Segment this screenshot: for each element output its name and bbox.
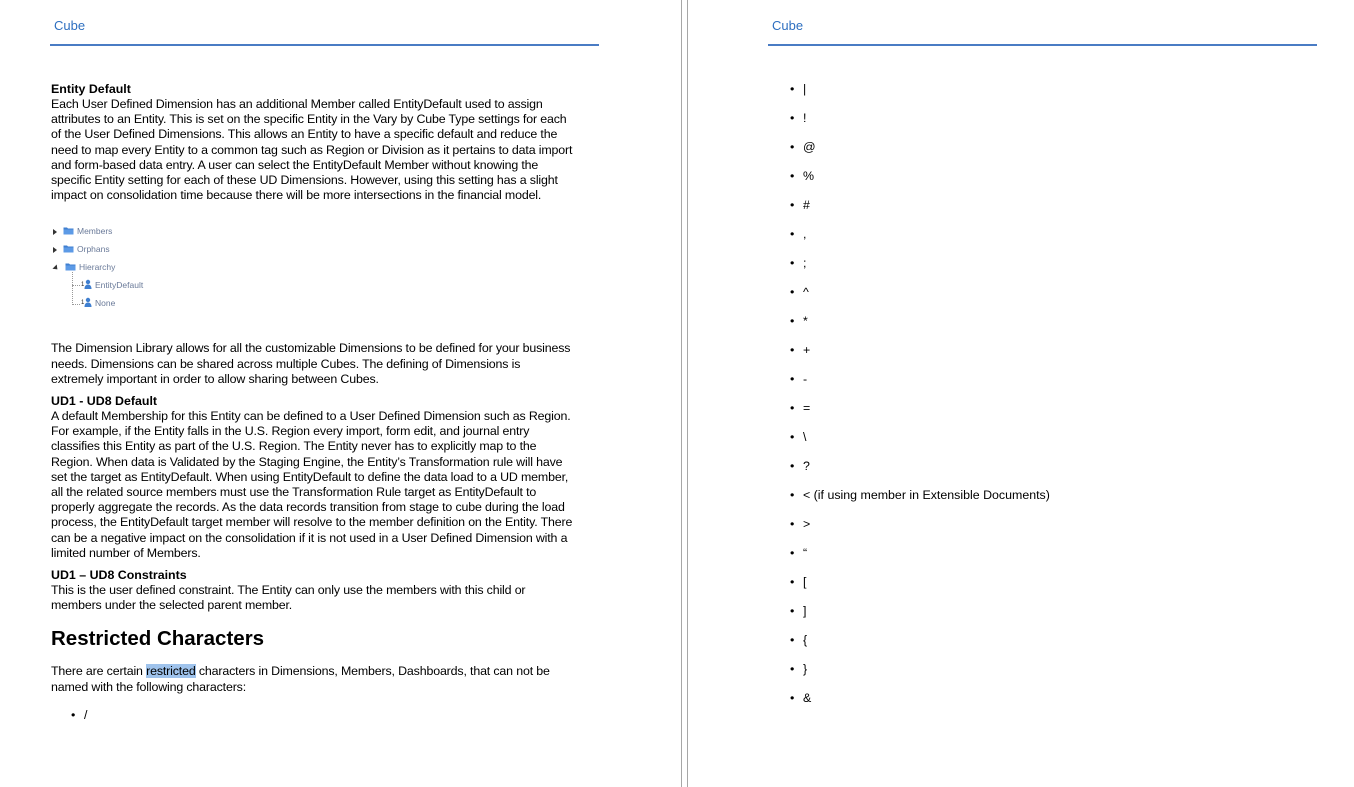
restricted-char: “ [803,546,808,560]
text-line: classifies this Entity as part of the U.S. Region. The Entity never has to explicitly map to the [51,439,537,454]
tree-node-entitydefault [81,276,143,294]
right-page [688,0,1354,787]
text-line: For example, if the Entity falls in the U.S. Region every import, form edit, and journal entry [51,424,530,439]
restricted-char-item [790,109,1050,138]
running-header: Cube [54,18,86,33]
bullet-icon: • [790,372,795,386]
bullet-icon: • [790,546,795,560]
restricted-char-item [790,283,1050,312]
ud-constraints-heading: UD1 – UD8 Constraints [51,568,187,583]
header-rule [768,44,1317,46]
text-line: properly aggregate the records. As the data records transition from stage to cube during the load [51,500,565,515]
tree-connector [72,272,73,305]
restricted-char: ! [803,111,807,125]
restricted-char: \ [803,430,807,444]
bullet-icon: • [790,140,795,154]
text-line: A default Membership for this Entity can be defined to a User Defined Dimension such as Region. [51,409,571,424]
bullet-icon: • [790,227,795,241]
text-line [51,664,601,679]
bullet-icon: • [790,633,795,647]
bullet-icon: • [790,82,795,96]
svg-text:1: 1 [81,300,85,307]
header-rule [50,44,599,46]
text-line: named with the following characters: [51,679,247,694]
tree-node-none [81,294,115,312]
restricted-char: # [803,198,810,212]
tree-label: Hierarchy [79,262,116,273]
text-line: extremely important in order to allow sharing between Cubes. [51,371,379,386]
tree-connector [72,285,80,286]
tree-label: Members [77,226,113,237]
restricted-char: ] [803,604,807,618]
restricted-char-item [790,399,1050,428]
restricted-char: % [803,169,815,183]
restricted-char-item [790,341,1050,370]
member-icon [81,295,92,313]
text-line: process, the EntityDefault target member will resolve to the member definition on the Entity. There [51,515,573,530]
restricted-char-item [790,254,1050,283]
text-line: members under the selected parent member. [51,598,293,613]
bullet-icon: • [790,662,795,676]
restricted-char-item [790,138,1050,167]
text-line: specific Entity setting for each of these UD Dimensions. However, using this setting has a slight [51,173,558,188]
restricted-char: } [803,662,808,676]
restricted-char-item [790,689,1050,718]
restricted-char-item [790,167,1050,196]
text-line: needs. Dimensions can be shared across multiple Cubes. The defining of Dimensions is [51,356,521,371]
bullet-icon: • [790,343,795,357]
folder-icon [63,241,74,259]
bullet-icon: • [790,256,795,270]
restricted-char: + [803,343,811,357]
restricted-char: [ [803,575,807,589]
restricted-intro-paragraph [51,664,601,694]
text-line: can be a negative impact on the consolidation if it is not used in a User Defined Dimension with a [51,530,568,545]
member-icon [81,277,92,295]
text-line: This is the user defined constraint. The Entity can only use the members with this child or [51,583,526,598]
tree-label: EntityDefault [95,280,144,291]
bullet-icon: • [790,691,795,705]
restricted-char-item [790,312,1050,341]
dimension-library-paragraph [51,341,601,387]
restricted-char: > [803,517,811,531]
restricted-char: ; [803,256,807,270]
restricted-char-item [790,573,1050,602]
restricted-char: - [803,372,808,386]
restricted-char: | [803,82,807,96]
tree-connector [72,304,80,305]
restricted-char-item [790,544,1050,573]
text-line: Region. When data is Validated by the Staging Engine, the Entity’s Transformation rule will have [51,454,563,469]
restricted-char: { [803,633,808,647]
text-run: There are certain [51,664,147,679]
bullet-icon: • [790,604,795,618]
text-line: limited number of Members. [51,545,201,560]
tree-node-orphans [53,240,110,258]
restricted-char-item [71,708,601,723]
bullet-icon: • [790,285,795,299]
bullet-icon: • [790,575,795,589]
bullet-icon: • [790,430,795,444]
entity-default-heading: Entity Default [51,82,131,96]
restricted-char-item [790,428,1050,457]
restricted-char-item [790,196,1050,225]
restricted-char-item [790,486,1050,515]
restricted-char: ? [803,459,810,473]
bullet-icon: • [790,488,795,502]
restricted-char: ^ [803,285,809,299]
restricted-char-item [790,225,1050,254]
page-divider [681,0,688,787]
text-line: all the related source members must use the Transformation Rule target as EntityDefault to [51,485,537,500]
bullet-icon: • [790,401,795,415]
svg-text:1: 1 [81,282,85,289]
restricted-char-item [790,515,1050,544]
bullet-icon: • [790,111,795,125]
restricted-char: * [803,314,808,328]
text-line: The Dimension Library allows for all the customizable Dimensions to be defined for your business [51,341,571,356]
text-line: set the target as EntityDefault. When using EntityDefault to define the data load to a UD member, [51,469,569,484]
bullet-icon: • [790,198,795,212]
tree-label: None [95,298,116,309]
text-line: impact on consolidation time because there will be more intersections in the financial model. [51,188,542,203]
restricted-char: @ [803,140,816,154]
bullet-icon: • [790,314,795,328]
restricted-char-item [790,602,1050,631]
selected-word-highlight[interactable]: restricted [146,664,196,679]
ud-default-paragraph [51,409,601,561]
text-line: of the User Defined Dimensions. This allows an Entity to have a specific default and reduce the [51,127,558,142]
text-run: characters in Dimensions, Members, Dashboards, that can not be [195,664,550,679]
entity-default-paragraph [51,97,601,203]
collapse-arrow-icon [52,265,59,272]
restricted-char-item [790,631,1050,660]
bullet-icon: • [790,459,795,473]
restricted-char: / [84,707,88,722]
restricted-char: , [803,227,807,241]
restricted-char: = [803,401,811,415]
restricted-char-item [790,660,1050,689]
bullet-icon: • [71,707,76,722]
restricted-characters-heading: Restricted Characters [51,627,265,651]
tree-node-hierarchy [53,258,115,276]
ud-constraints-paragraph [51,583,601,613]
text-line: Each User Defined Dimension has an additional Member called EntityDefault used to assign [51,97,543,111]
text-line: and form-based data entry. A user can select the EntityDefault Member without knowing the [51,157,539,172]
ud-default-heading: UD1 - UD8 Default [51,394,158,409]
text-line: attributes to an Entity. This is set on the specific Entity in the Vary by Cube Type settings for each [51,112,567,127]
restricted-char-item [790,80,1050,109]
expand-arrow-icon [53,247,57,253]
left-page-content [51,82,601,723]
bullet-icon: • [790,517,795,531]
folder-icon [65,259,76,277]
restricted-char: < (if using member in Extensible Documents) [803,488,1050,502]
tree-label: Orphans [77,244,110,255]
folder-icon [63,223,74,241]
tree-node-members [53,222,112,240]
dimension-tree-figure [51,222,601,317]
text-line: need to map every Entity to a common tag such as Region or Division as it pertains to data import [51,142,573,157]
restricted-char-item [790,370,1050,399]
expand-arrow-icon [53,229,57,235]
bullet-icon: • [790,169,795,183]
running-header: Cube [772,18,804,33]
restricted-char-item [790,457,1050,486]
restricted-char: & [803,691,812,705]
restricted-characters-list [790,80,1050,718]
